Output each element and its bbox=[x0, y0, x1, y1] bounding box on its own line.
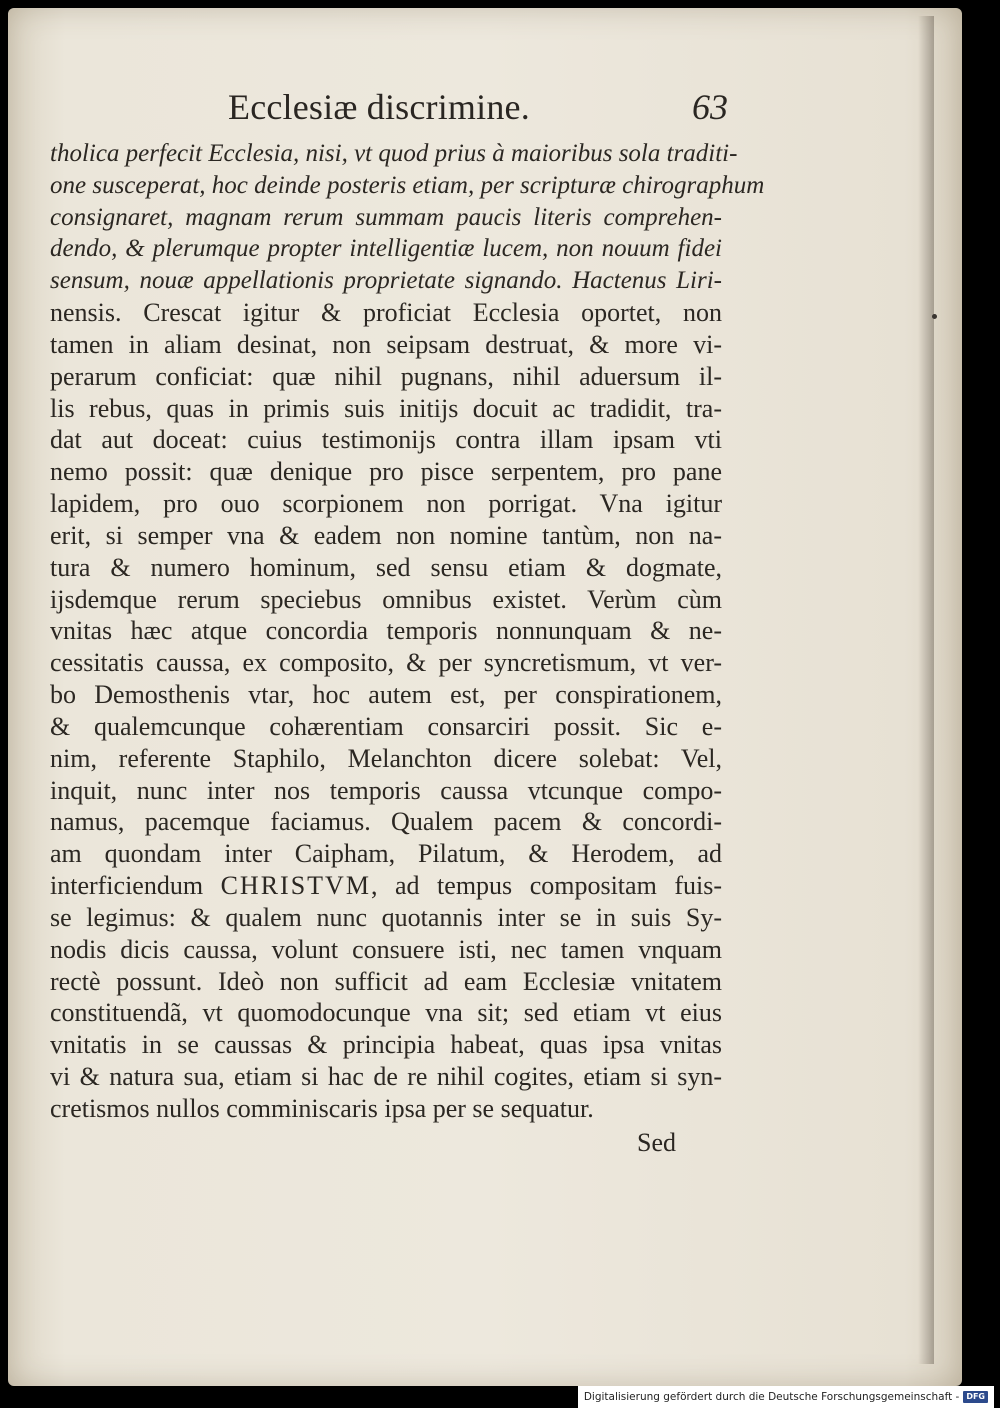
text-line: cessitatis caussa, ex composito, & per syncretismum, vt ver- bbox=[50, 648, 722, 678]
book-page bbox=[8, 8, 962, 1386]
text-line: dat aut doceat: cuius testimonijs contra illam ipsam vti bbox=[50, 425, 722, 455]
text-line: lis rebus, quas in primis suis initijs docuit ac tradidit, tra- bbox=[50, 393, 722, 423]
text-line: sensum, nouæ appellationis proprietate signando. Hactenus Liri- bbox=[50, 267, 722, 295]
text-line: vnitatis in se caussas & principia habeat, quas ipsa vnitas bbox=[50, 1030, 722, 1060]
text-line: dendo, & plerumque propter intelligentiæ lucem, non nouum fidei bbox=[50, 235, 722, 263]
text-line: tholica perfecit Ecclesia, nisi, vt quod prius à maioribus sola traditi- bbox=[50, 140, 738, 167]
digitization-credit bbox=[578, 1386, 994, 1408]
text-line: inquit, nunc inter nos temporis caussa vtcunque compo- bbox=[50, 775, 722, 805]
text-line: erit, si semper vna & eadem non nomine tantùm, non na- bbox=[50, 520, 722, 550]
text-line: bo Demosthenis vtar, hoc autem est, per conspirationem, bbox=[50, 680, 722, 710]
ink-spot bbox=[932, 314, 937, 319]
page-edge-shadow bbox=[918, 16, 934, 1364]
small-caps-name: CHRISTVM bbox=[220, 871, 371, 901]
text-line: am quondam inter Caipham, Pilatum, & Herodem, ad bbox=[50, 839, 722, 869]
text-line: nemo possit: quæ denique pro pisce serpentem, pro pane bbox=[50, 457, 722, 487]
credit-text: Digitalisierung gefördert durch die Deutsche Forschungsgemeinschaft - bbox=[583, 1391, 960, 1403]
dfg-logo-icon: DFG bbox=[963, 1391, 988, 1403]
text-line: rectè possunt. Ideò non sufficit ad eam Ecclesiæ vnitatem bbox=[50, 966, 722, 996]
body-text bbox=[50, 138, 765, 1125]
text-line: nensis. Crescat igitur & proficiat Ecclesia oportet, non bbox=[50, 298, 722, 328]
page-number: 63 bbox=[692, 87, 728, 127]
text-line: tamen in aliam desinat, non seipsam destruat, & more vi- bbox=[50, 329, 722, 359]
text-line: constituendã, vt quomodocunque vna sit; sed etiam vt eius bbox=[50, 998, 722, 1028]
text-line: lapidem, pro ouo scorpionem non porrigat. Vna igitur bbox=[50, 489, 722, 519]
text-line: perarum conficiat: quæ nihil pugnans, nihil aduersum il- bbox=[50, 361, 722, 391]
text-line: interficiendum CHRISTVM, ad tempus compositam fuis- bbox=[50, 871, 722, 901]
catchword: Sed bbox=[637, 1128, 676, 1157]
text-line: se legimus: & qualem nunc quotannis inter se in suis Sy- bbox=[50, 902, 722, 932]
page-header bbox=[228, 86, 728, 136]
running-title: Ecclesiæ discrimine. bbox=[228, 87, 530, 127]
text-line: consignaret, magnam rerum summam paucis literis comprehen- bbox=[50, 203, 722, 231]
text-line: vi & natura sua, etiam si hac de re nihil cogites, etiam si syn- bbox=[50, 1062, 722, 1092]
text-line: cretismos nullos comminiscaris ipsa per se sequatur. bbox=[50, 1093, 594, 1123]
text-line: nodis dicis caussa, volunt consuere isti, nec tamen vnquam bbox=[50, 934, 722, 964]
text-line: & qualemcunque cohærentiam consarciri possit. Sic e- bbox=[50, 711, 722, 741]
text-line: ijsdemque rerum speciebus omnibus existet. Verùm cùm bbox=[50, 584, 722, 614]
text-line: nim, referente Staphilo, Melanchton dicere solebat: Vel, bbox=[50, 743, 722, 773]
text-line: namus, pacemque faciamus. Qualem pacem & concordi- bbox=[50, 807, 722, 837]
text-line: one susceperat, hoc deinde posteris etiam, per scripturæ chirographum bbox=[50, 171, 765, 199]
text-line: tura & numero hominum, sed sensu etiam & dogmate, bbox=[50, 552, 722, 582]
text-line: vnitas hæc atque concordia temporis nonnunquam & ne- bbox=[50, 616, 722, 646]
